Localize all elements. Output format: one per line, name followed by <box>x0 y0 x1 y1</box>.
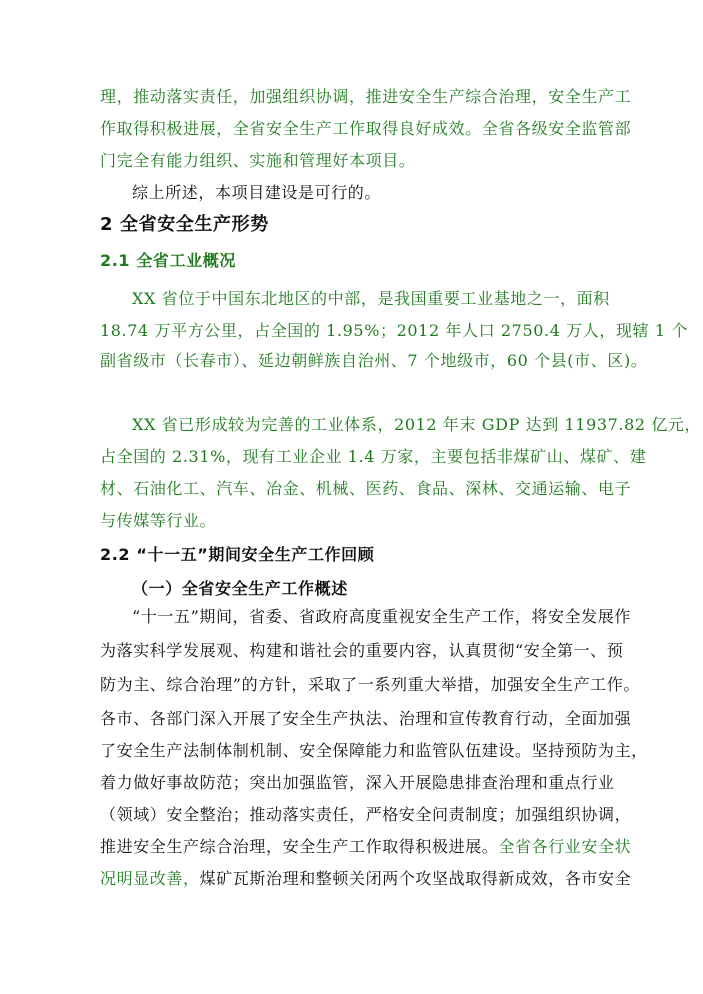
industry-line-4: 与传媒等行业。 <box>100 511 217 530</box>
conclusion-line: 综上所述，本项目建设是可行的。 <box>132 183 382 202</box>
review-line-5: 了安全生产法制体制机制、安全保障能力和监管队伍建设。坚持预防为主， <box>100 741 648 760</box>
review-line-9 <box>100 868 631 890</box>
review-line-1: “十一五”期间，省委、省政府高度重视安全生产工作，将安全发展作 <box>132 607 631 626</box>
review-line-2: 为落实科学发展观、构建和谐社会的重要内容，认真贯彻“安全第一、预 <box>100 641 624 660</box>
intro-line-1: 理，推动落实责任，加强组织协调，推进安全生产综合治理，安全生产工 <box>100 87 632 106</box>
review-line-3: 防为主、综合治理”的方针，采取了一系列重大举措，加强安全生产工作。 <box>100 675 640 694</box>
overview-line-3: 副省级市（长春市）、延边朝鲜族自治州、7 个地级市，60 个县(市、区)。 <box>100 351 648 370</box>
overview-line-2: 18.74 万平方公里，占全国的 1.95%；2012 年人口 2750.4 万人，现辖 1 个 <box>100 321 688 340</box>
section-heading-2-1: 2.1 全省工业概况 <box>100 251 236 270</box>
review-line-8-part-a: 推进安全生产综合治理，安全生产工作取得积极进展。 <box>100 837 499 856</box>
subsection-heading-1: （一）全省安全生产工作概述 <box>132 579 348 598</box>
industry-line-1: XX 省已形成较为完善的工业体系，2012 年末 GDP 达到 11937.82 亿元， <box>132 415 702 434</box>
review-line-8-part-b: 全省各行业安全状 <box>498 837 632 856</box>
overview-line-1: XX 省位于中国东北地区的中部，是我国重要工业基地之一，面积 <box>132 289 610 308</box>
intro-line-2: 作取得积极进展，全省安全生产工作取得良好成效。全省各级安全监管部 <box>100 119 632 138</box>
industry-line-2: 占全国的 2.31%，现有工业企业 1.4 万家，主要包括非煤矿山、煤矿、建 <box>100 447 647 466</box>
review-line-4: 各市、各部门深入开展了安全生产执法、治理和宣传教育行动，全面加强 <box>100 709 632 728</box>
section-heading-2: 2 全省安全生产形势 <box>100 214 269 235</box>
review-line-8 <box>100 836 631 858</box>
review-line-7: （领域）安全整治；推动落实责任，严格安全问责制度；加强组织协调， <box>100 805 632 824</box>
review-line-9-part-a: 况明显改善， <box>100 869 200 888</box>
section-heading-2-2: 2.2 “十一五”期间安全生产工作回顾 <box>100 545 375 564</box>
review-line-6: 着力做好事故防范；突出加强监管，深入开展隐患排查治理和重点行业 <box>100 773 615 792</box>
review-line-9-part-b: 煤矿瓦斯治理和整顿关闭两个攻坚战取得新成效，各市安全 <box>199 869 632 888</box>
intro-line-3: 门完全有能力组织、实施和管理好本项目。 <box>100 151 416 170</box>
industry-line-3: 材、石油化工、汽车、冶金、机械、医药、食品、深林、交通运输、电子 <box>100 479 632 498</box>
